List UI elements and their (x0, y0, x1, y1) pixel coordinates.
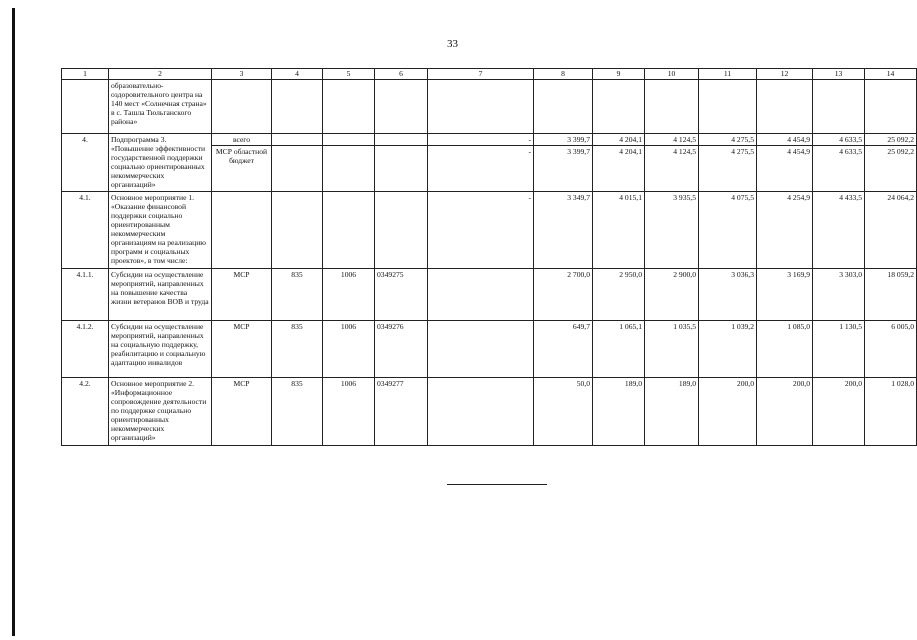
cell-value: 4 124,5 (645, 146, 699, 192)
cell-grbs: 835 (272, 378, 323, 446)
header-cell: 12 (757, 69, 813, 80)
cell-rzpr (323, 80, 375, 134)
cell-csr (375, 192, 428, 269)
cell-executor (212, 192, 272, 269)
cell-number: 4. (62, 134, 109, 192)
header-row (62, 69, 917, 80)
cell-name: Субсидии на осуществление мероприятий, направленных на социальную поддержку, реабилитацию и социальную адаптацию инвалидов (109, 321, 212, 378)
page-number: 33 (447, 38, 458, 50)
cell-value: 3 935,5 (645, 192, 699, 269)
cell-value: 4 204,1 (593, 146, 645, 192)
cell-grbs: 835 (272, 269, 323, 321)
cell-executor: всего (212, 134, 272, 146)
cell-value: 189,0 (645, 378, 699, 446)
cell-name: Субсидии на осуществление мероприятий, направленных на повышение качества жизни ветеранов ВОВ и труда (109, 269, 212, 321)
cell-csr: 0349276 (375, 321, 428, 378)
cell-value: 50,0 (534, 378, 593, 446)
cell-value: 2 950,0 (593, 269, 645, 321)
cell-value: 24 064,2 (865, 192, 917, 269)
cell-name: Основное мероприятие 1. «Оказание финансовой поддержки социально ориентированным некоммерческим организациям на реализацию программ и социальных проектов», в том числе: (109, 192, 212, 269)
table-row (62, 192, 917, 269)
cell-executor: МСР областной бюджет (212, 146, 272, 192)
cell-value: 3 036,3 (699, 269, 757, 321)
cell-value: 3 399,7 (534, 134, 593, 146)
cell-value: - (428, 192, 534, 269)
cell-grbs (272, 80, 323, 134)
cell-value: 4 633,5 (813, 146, 865, 192)
cell-value: 3 169,9 (757, 269, 813, 321)
cell-value (428, 378, 534, 446)
table-row (62, 134, 917, 146)
cell-value: 1 028,0 (865, 378, 917, 446)
cell-grbs: 835 (272, 321, 323, 378)
cell-csr (375, 80, 428, 134)
cell-value: 6 005,0 (865, 321, 917, 378)
cell-value: 4 124,5 (645, 134, 699, 146)
cell-grbs (272, 146, 323, 192)
page-edge-bar (12, 8, 15, 636)
cell-value: 1 130,5 (813, 321, 865, 378)
cell-number: 4.1.2. (62, 321, 109, 378)
cell-rzpr: 1006 (323, 321, 375, 378)
cell-number: 4.1.1. (62, 269, 109, 321)
cell-value: 1 065,1 (593, 321, 645, 378)
cell-value (699, 80, 757, 134)
cell-executor (212, 80, 272, 134)
cell-value: 3 349,7 (534, 192, 593, 269)
cell-value (428, 80, 534, 134)
cell-csr (375, 134, 428, 146)
cell-executor: МСР (212, 378, 272, 446)
header-cell: 6 (375, 69, 428, 80)
cell-value: 2 700,0 (534, 269, 593, 321)
cell-value: 3 303,0 (813, 269, 865, 321)
cell-value: 25 092,2 (865, 146, 917, 192)
cell-number (62, 80, 109, 134)
cell-value (428, 321, 534, 378)
table-row (62, 80, 917, 134)
header-cell: 14 (865, 69, 917, 80)
cell-value: - (428, 146, 534, 192)
cell-grbs (272, 134, 323, 146)
cell-value: 18 059,2 (865, 269, 917, 321)
cell-name: Подпрограмма 3. «Повышение эффективности государственной поддержки социально ориентированных некоммерческих организаций» (109, 134, 212, 192)
cell-value: 200,0 (757, 378, 813, 446)
header-cell: 11 (699, 69, 757, 80)
table-row (62, 378, 917, 446)
cell-value: 4 275,5 (699, 146, 757, 192)
cell-value: 1 085,0 (757, 321, 813, 378)
cell-grbs (272, 192, 323, 269)
header-cell: 4 (272, 69, 323, 80)
cell-rzpr (323, 134, 375, 146)
cell-value: 4 275,5 (699, 134, 757, 146)
cell-value: 3 399,7 (534, 146, 593, 192)
cell-csr: 0349275 (375, 269, 428, 321)
cell-value: 4 454,9 (757, 146, 813, 192)
cell-rzpr: 1006 (323, 378, 375, 446)
cell-csr: 0349277 (375, 378, 428, 446)
header-cell: 7 (428, 69, 534, 80)
cell-value (813, 80, 865, 134)
header-cell: 2 (109, 69, 212, 80)
cell-value: 4 075,5 (699, 192, 757, 269)
cell-value: 4 454,9 (757, 134, 813, 146)
cell-executor: МСР (212, 269, 272, 321)
cell-value: 25 092,2 (865, 134, 917, 146)
cell-value (865, 80, 917, 134)
cell-value (534, 80, 593, 134)
cell-name: Основное мероприятие 2. «Информационное сопровождение деятельности по поддержке социально ориентированных некоммерческих организаций» (109, 378, 212, 446)
header-cell: 5 (323, 69, 375, 80)
cell-value: 649,7 (534, 321, 593, 378)
cell-rzpr (323, 146, 375, 192)
header-cell: 10 (645, 69, 699, 80)
cell-value: 1 039,2 (699, 321, 757, 378)
cell-value: - (428, 134, 534, 146)
cell-number: 4.1. (62, 192, 109, 269)
cell-value (757, 80, 813, 134)
header-cell: 1 (62, 69, 109, 80)
cell-value: 4 015,1 (593, 192, 645, 269)
cell-value: 4 254,9 (757, 192, 813, 269)
cell-value: 2 900,0 (645, 269, 699, 321)
cell-csr (375, 146, 428, 192)
cell-rzpr: 1006 (323, 269, 375, 321)
cell-value: 1 035,5 (645, 321, 699, 378)
cell-value: 200,0 (813, 378, 865, 446)
cell-value: 4 204,1 (593, 134, 645, 146)
cell-value (593, 80, 645, 134)
header-cell: 9 (593, 69, 645, 80)
cell-value: 4 633,5 (813, 134, 865, 146)
table-row (62, 321, 917, 378)
cell-name: образовательно-оздоровительного центра на 140 мест «Солнечная страна» в с. Ташла Тюльганского района» (109, 80, 212, 134)
cell-value (428, 269, 534, 321)
cell-value (645, 80, 699, 134)
cell-executor: МСР (212, 321, 272, 378)
cell-number: 4.2. (62, 378, 109, 446)
table-row (62, 269, 917, 321)
budget-table (61, 68, 917, 446)
header-cell: 8 (534, 69, 593, 80)
cell-rzpr (323, 192, 375, 269)
cell-value: 189,0 (593, 378, 645, 446)
header-cell: 13 (813, 69, 865, 80)
header-cell: 3 (212, 69, 272, 80)
footer-divider (447, 484, 547, 485)
cell-value: 200,0 (699, 378, 757, 446)
cell-value: 4 433,5 (813, 192, 865, 269)
